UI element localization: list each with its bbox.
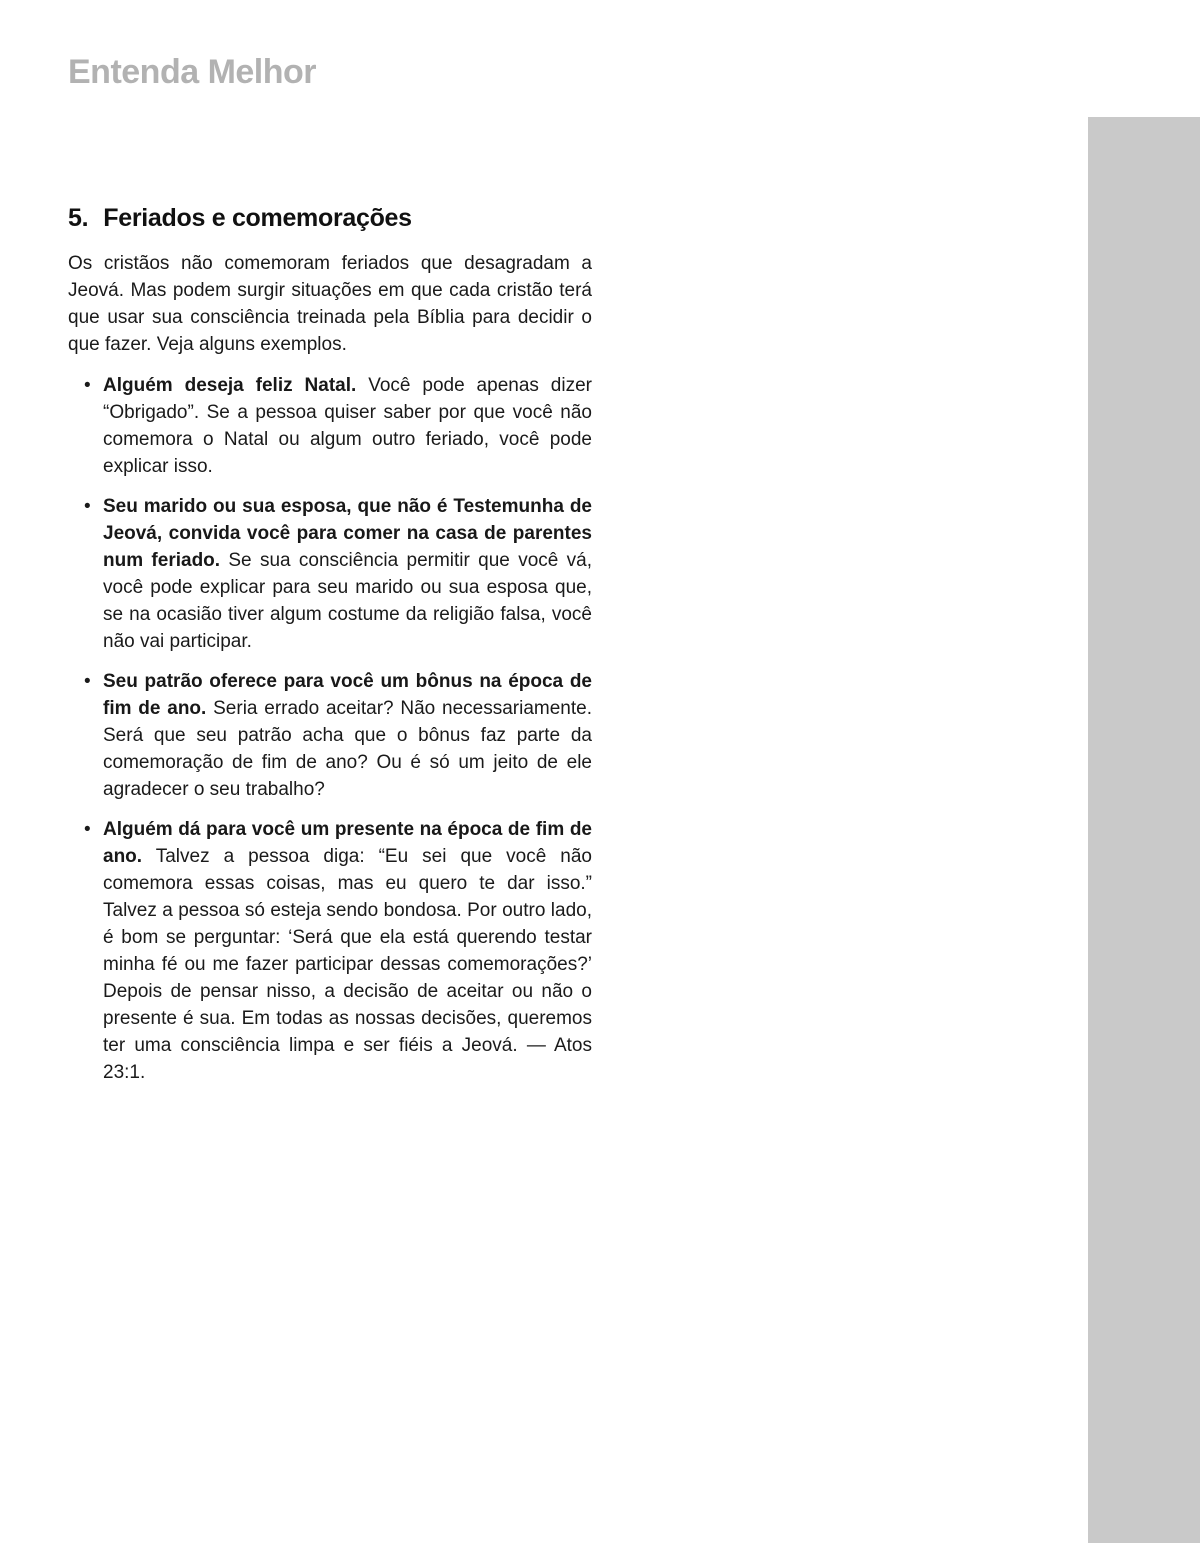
section-title: Feriados e comemorações (103, 204, 412, 232)
bullet-icon: • (84, 375, 91, 396)
list-item (68, 493, 592, 655)
bullet-icon: • (84, 496, 91, 517)
bullet-icon: • (84, 819, 91, 840)
section-heading (68, 203, 592, 233)
bullet-text: Você pode apenas dizer “Obrigado”. Se a pessoa quiser saber por que você não comemora o Natal ou algum outro feriado, você pode explicar isso. (103, 375, 592, 477)
content-column (68, 203, 592, 1099)
page-header-title: Entenda Melhor (68, 53, 317, 91)
bullet-text: Se sua consciência permitir que você vá, você pode explicar para seu marido ou sua esposa que, se na ocasião tiver algum costume da religião falsa, você não vai participar. (103, 550, 592, 652)
list-item (68, 372, 592, 480)
list-item (68, 816, 592, 1086)
intro-paragraph: Os cristãos não comemoram feriados que desagradam a Jeová. Mas podem surgir situações em que cada cristão terá que usar sua consciência treinada pela Bíblia para decidir o que fazer. Veja alguns exemplos. (68, 253, 592, 355)
bullet-lead: Seu marido ou sua esposa, que não é Testemunha de Jeová, convida você para comer na casa de parentes num feriado. (103, 496, 592, 571)
bullet-list (68, 372, 592, 1086)
bullet-text: Talvez a pessoa diga: “Eu sei que você não comemora essas coisas, mas eu quero te dar isso.” Talvez a pessoa só esteja sendo bondosa. Por outro lado, é bom se perguntar: ‘Será que ela está querendo testar minha fé ou me fazer participar dessas comemorações?’ Depois de pensar nisso, a decisão de aceitar ou não o presente é sua. Em todas as nossas decisões, queremos ter uma consciência limpa e ser fiéis a Jeová. — Atos 23:1. (103, 846, 592, 1083)
bullet-lead: Alguém dá para você um presente na época de fim de ano. (103, 819, 592, 867)
bullet-icon: • (84, 671, 91, 692)
image-placeholder (1088, 117, 1200, 1543)
list-item (68, 668, 592, 803)
bullet-lead: Alguém deseja feliz Natal. (103, 375, 357, 396)
bullet-lead: Seu patrão oferece para você um bônus na época de fim de ano. (103, 671, 592, 719)
section-number: 5. (68, 204, 89, 232)
bullet-text: Seria errado aceitar? Não necessariamente. Será que seu patrão acha que o bônus faz parte da comemoração de fim de ano? Ou é só um jeito de ele agradecer o seu trabalho? (103, 698, 592, 800)
